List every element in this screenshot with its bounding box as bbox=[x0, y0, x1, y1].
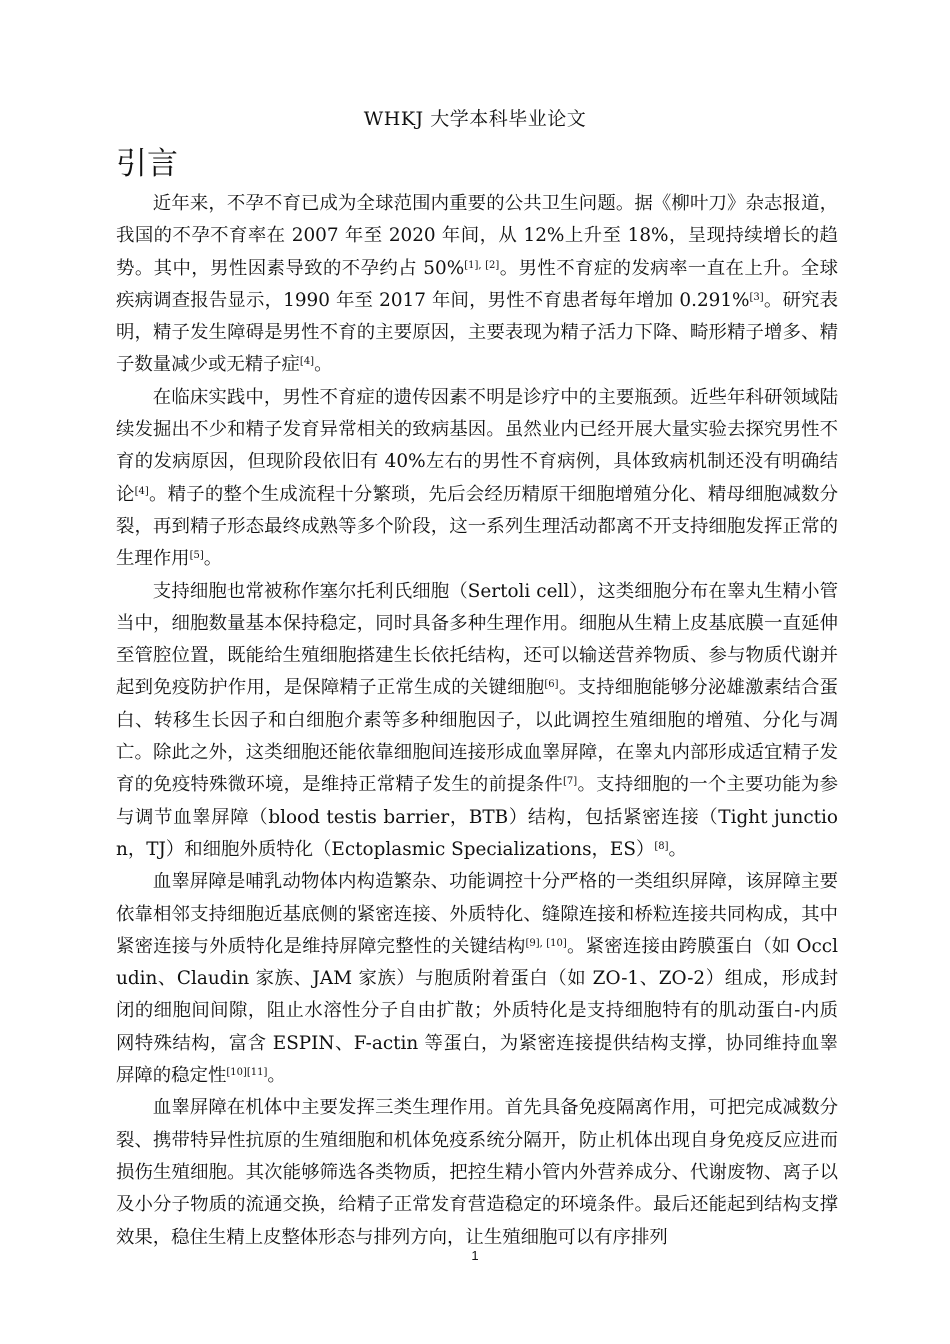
paragraph-5 bbox=[116, 1092, 838, 1253]
text-run: 。 bbox=[314, 354, 333, 376]
text-run: 支持细胞也常被称作塞尔托利氏细胞（Sertoli cell），这类细胞分布在睾丸生精小管当中，细胞数量基本保持稳定，同时具备多种生理作用。细胞从生精上皮基底膜一直延伸至管腔位置，既能给生殖细胞搭建生长依托结构，还可以输送营养物质、参与物质代谢并起到免疫防护作用，是保障精子正常生成的关键细胞 bbox=[116, 580, 838, 699]
text-run: 。精子的整个生成流程十分繁琐，先后会经历精原干细胞增殖分化、精母细胞减数分裂，再到精子形态最终成熟等多个阶段，这一系列生理活动都离不开支持细胞发挥正常的生理作用 bbox=[116, 483, 838, 570]
text-run: 近年来，不孕不育已成为全球范围内重要的公共卫生问题。据《柳叶刀》杂志报道，我国的不孕不育率在 2007 年至 2020 年间，从 12%上升至 18%，呈现持续增长的趋势。其中，男性因素导致的不孕约占 50% bbox=[116, 193, 838, 279]
citation-ref: [3] bbox=[749, 291, 764, 303]
text-run: 。紧密连接由跨膜蛋白（如 Occludin、Claudin 家族、JAM 家族）与胞质附着蛋白（如 ZO-1、ZO-2）组成，形成封闭的细胞间间隙，阻止水溶性分子自由扩散；外质特化是支持细胞特有的肌动蛋白-内质网特殊结构，富含 ESPIN、F-actin 等蛋白，为紧密连接提供结构支撑，协同维持血睾屏障的稳定性 bbox=[116, 935, 838, 1087]
paragraph-1 bbox=[116, 188, 838, 382]
paragraph-3 bbox=[116, 576, 838, 867]
citation-ref: [6] bbox=[544, 679, 559, 691]
citation-ref: [4] bbox=[299, 356, 315, 368]
text-run: 。支持细胞的一个主要功能为参与调节血睾屏障（blood testis barrier，BTB）结构，包括紧密连接（Tight junction，TJ）和细胞外质特化（Ectoplasmic Specializations，ES） bbox=[116, 774, 838, 860]
running-header: WHKJ 大学本科毕业论文 bbox=[363, 108, 587, 130]
text-run: 。 bbox=[203, 548, 223, 570]
citation-ref: [8] bbox=[654, 840, 669, 852]
text-run: 。 bbox=[267, 1065, 286, 1087]
body-text bbox=[116, 188, 838, 1254]
text-run: 。 bbox=[668, 838, 687, 860]
citation-ref: [4] bbox=[134, 485, 149, 497]
text-run: 在临床实践中，男性不育症的遗传因素不明是诊疗中的主要瓶颈。近些年科研领域陆续发掘出不少和精子发育异常相关的致病基因。虽然业内已经开展大量实验去探究男性不育的发病原因，但现阶段依旧有 40%左右的男性不育病例，具体致病机制还没有明确结论 bbox=[116, 386, 838, 505]
citation-ref: [10][11] bbox=[226, 1067, 268, 1079]
text-run: 血睾屏障是哺乳动物体内构造繁杂、功能调控十分严格的一类组织屏障，该屏障主要依靠相邻支持细胞近基底侧的紧密连接、外质特化、缝隙连接和桥粒连接共同构成，其中紧密连接与外质特化是维持屏障完整性的关键结构 bbox=[116, 871, 838, 957]
citation-ref: [7] bbox=[563, 776, 578, 788]
text-run: 血睾屏障在机体中主要发挥三类生理作用。首先具备免疫隔离作用，可把完成减数分裂、携带特异性抗原的生殖细胞和机体免疫系统分隔开，防止机体出现自身免疫反应进而损伤生殖细胞。其次能够筛选各类物质，把控生精小管内外营养成分、代谢废物、离子以及小分子物质的流通交换，给精子正常发育营造稳定的环境条件。最后还能起到结构支撑效果，稳住生精上皮整体形态与排列方向，让生殖细胞可以有序排列 bbox=[116, 1097, 838, 1248]
text-run: 。男性不育症的发病率一直在上升。全球疾病调查报告显示，1990 年至 2017 年间，男性不育患者每年增加 0.291% bbox=[116, 257, 839, 311]
citation-ref: [5] bbox=[189, 550, 204, 562]
citation-ref: [1], [2] bbox=[464, 259, 500, 271]
text-run: 。支持细胞能够分泌雄激素结合蛋白、转移生长因子和白细胞介素等多种细胞因子，以此调控生殖细胞的增殖、分化与凋亡。除此之外，这类细胞还能依靠细胞间连接形成血睾屏障，在睾丸内部形成适宜精子发育的免疫特殊微环境，是维持正常精子发生的前提条件 bbox=[116, 677, 838, 796]
section-heading: 引言 bbox=[116, 146, 178, 182]
paragraph-2 bbox=[116, 382, 838, 576]
text-run: 。研究表明，精子发生障碍是男性不育的主要原因，主要表现为精子活力下降、畸形精子增多、精子数量减少或无精子症 bbox=[116, 289, 838, 376]
page-number: 1 bbox=[471, 1248, 479, 1263]
citation-ref: [9], [10] bbox=[525, 937, 567, 949]
paragraph-4 bbox=[116, 866, 838, 1092]
